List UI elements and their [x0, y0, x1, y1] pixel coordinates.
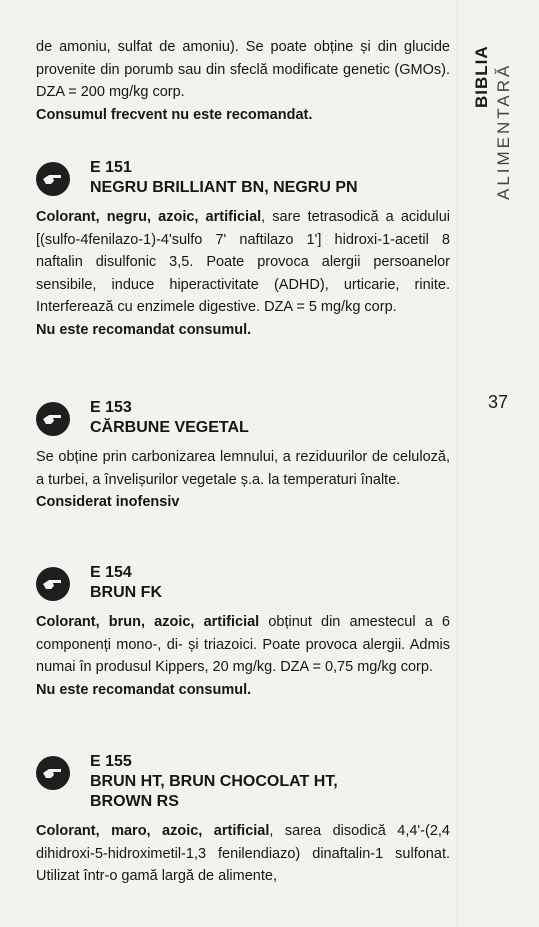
- entry-text: , sare tetrasodică a acidului [(sulfo-4fenilazo-1)-4'sulfo 7' naftilazo 1'] hidroxi-1-acetil 8 naftalin disulfonic 3,5. Poate provoca alergii persoanelor sensibile, induce hiperactivitate (ADHD), urticarie, rinite. Interferează cu enzimele digestive. DZA = 5 mg/kg corp.: [36, 209, 450, 315]
- entry-header: [36, 398, 450, 446]
- side-title-light: ALIMENTARĂ: [494, 62, 513, 200]
- entry-e154: [36, 563, 450, 701]
- entry-text: Se obține prin carbonizarea lemnului, a reziduurilor de celuloză, a turbei, a învelișurilor vegetale ș.a. la temperaturi înalte.: [36, 449, 450, 488]
- entry-lead: Colorant, negru, azoic, artificial: [36, 209, 262, 225]
- entry-lead: Colorant, maro, azoic, artificial: [36, 823, 270, 839]
- entry-code: E 151: [90, 159, 132, 176]
- entry-code: E 153: [90, 399, 132, 416]
- page-number: 37: [488, 392, 509, 412]
- side-title: [474, 40, 530, 210]
- entry-lead: Colorant, brun, azoic, artificial: [36, 614, 260, 630]
- entry-header: [36, 158, 450, 206]
- intro-note: Consumul frecvent nu este recomandat.: [36, 106, 313, 123]
- entry-name: NEGRU BRILLIANT BN, NEGRU PN: [90, 179, 358, 196]
- entry-text: obținut din amestecul a 6 componenți mono-, di- și triazoici. Poate provoca alergii. Admis numai în produsul Kippers, 20 mg/kg. DZA = 0,75 mg/kg corp.: [36, 614, 450, 675]
- entry-name: BRUN FK: [90, 584, 162, 601]
- side-title-bold: BIBLIA: [472, 45, 491, 108]
- hand-pointing-icon: [36, 162, 70, 196]
- entry-note: Considerat inofensiv: [36, 494, 180, 510]
- intro-text: de amoniu, sulfat de amoniu). Se poate obține și din glucide provenite din porumb sau din sfeclă modificate genetic (GMOs). DZA = 200 mg/kg corp.: [36, 39, 450, 100]
- entry-header: [36, 563, 450, 611]
- entry-e153: [36, 398, 450, 514]
- page-edge: [456, 0, 459, 927]
- entry-description: [36, 206, 450, 319]
- entry-note: Nu este recomandat consumul.: [36, 681, 252, 698]
- hand-pointing-icon: [36, 567, 70, 601]
- entry-e155: [36, 752, 450, 888]
- entry-name-line2: BROWN RS: [90, 793, 179, 810]
- entry-header: [36, 752, 450, 820]
- entry-name: CĂRBUNE VEGETAL: [90, 419, 249, 436]
- entry-text: , sarea disodică 4,4'-(2,4 dihidroxi-5-hidroximetil-1,3 fenilendiazo) dinaftalin-1 sulfonat. Utilizat într-o gamă largă de alimente,: [36, 823, 450, 884]
- entry-e151: [36, 158, 450, 341]
- entry-name: BRUN HT, BRUN CHOCOLAT HT,: [90, 773, 338, 790]
- entry-code: E 155: [90, 753, 132, 770]
- entry-note: Nu este recomandat consumul.: [36, 321, 252, 338]
- entry-description: [36, 446, 450, 491]
- hand-pointing-icon: [36, 756, 70, 790]
- entry-code: E 154: [90, 564, 132, 581]
- entry-description: [36, 820, 450, 888]
- entry-description: [36, 611, 450, 679]
- hand-pointing-icon: [36, 402, 70, 436]
- intro-block: [36, 36, 450, 126]
